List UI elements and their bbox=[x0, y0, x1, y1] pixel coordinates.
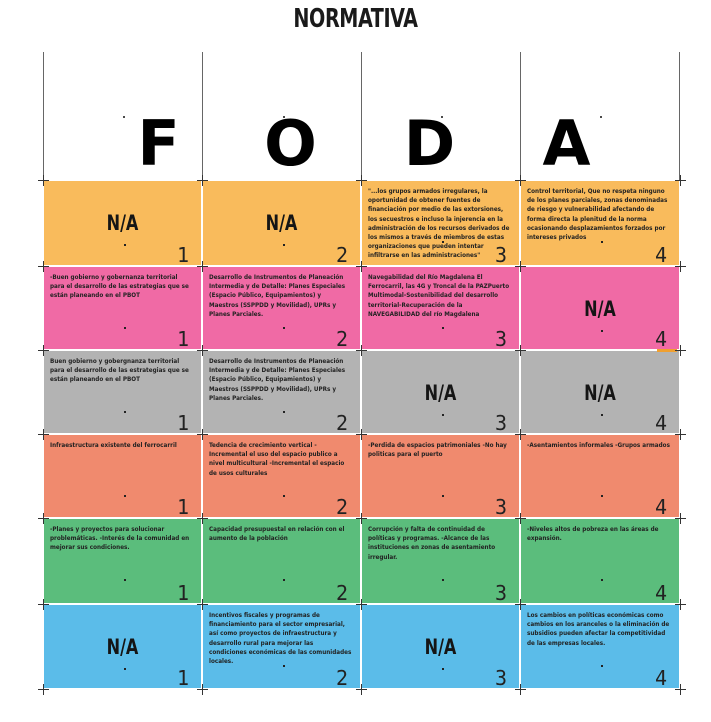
crosshair-marker bbox=[197, 599, 208, 610]
cell-text: Capacidad presupuestal en relación con el aumento de la población bbox=[209, 526, 345, 543]
crosshair-marker bbox=[515, 261, 526, 272]
marker-dot bbox=[601, 495, 603, 497]
cell-number: 3 bbox=[494, 327, 507, 350]
cell-r2-c1 bbox=[43, 266, 202, 350]
marker-dot bbox=[283, 665, 285, 667]
na-label: N/A bbox=[584, 297, 616, 321]
cell-text: Los cambios en políticas económicas como cambios en los aranceles o la eliminación de subsidios pueden afectar la competitividad de las empresas locales. bbox=[527, 612, 670, 647]
crosshair-marker bbox=[197, 684, 208, 695]
crosshair-marker bbox=[197, 175, 208, 186]
cell-text: -Planes y proyectos para solucionar problemáticas. -Interés de la comunidad en mejorar sus condiciones. bbox=[50, 526, 190, 552]
crosshair-marker bbox=[38, 345, 49, 356]
marker-dot bbox=[124, 327, 126, 329]
marker-dot bbox=[601, 579, 603, 581]
marker-dot bbox=[601, 241, 603, 243]
na-label: N/A bbox=[265, 211, 298, 235]
na-label: N/A bbox=[106, 635, 139, 659]
header-a: A bbox=[542, 107, 591, 180]
na-label: N/A bbox=[106, 211, 139, 235]
cell-r1-c2 bbox=[202, 180, 361, 266]
cell-number: 4 bbox=[654, 495, 667, 518]
crosshair-marker bbox=[356, 429, 367, 440]
crosshair-marker bbox=[356, 684, 367, 695]
cell-number: 1 bbox=[176, 581, 189, 604]
crosshair-marker bbox=[515, 684, 526, 695]
cell-number: 4 bbox=[654, 666, 667, 689]
accent-mark bbox=[657, 349, 677, 352]
crosshair-marker bbox=[197, 345, 208, 356]
crosshair-marker bbox=[356, 345, 367, 356]
marker-dot bbox=[442, 668, 444, 670]
cell-r6-c3 bbox=[361, 604, 520, 689]
crosshair-marker bbox=[675, 599, 686, 610]
crosshair-marker bbox=[356, 175, 367, 186]
cell-r4-c4 bbox=[520, 434, 680, 518]
marker-dot bbox=[124, 668, 126, 670]
cell-text: Tedencia de crecimiento vertical -Incremental el uso del espacio publico a nivel multicultural -Incremental el espacio de usos culturales bbox=[209, 442, 345, 477]
cell-r3-c1 bbox=[43, 350, 202, 434]
cell-text: -Buen gobierno y gobernanza territorial para el desarrollo de las estrategias que se están planeando en el PBOT bbox=[50, 274, 189, 300]
column-divider bbox=[679, 52, 680, 180]
cell-number: 1 bbox=[176, 495, 189, 518]
cell-r3-c3 bbox=[361, 350, 520, 434]
cell-text: -Asentamientos informales -Grupos armados bbox=[527, 442, 670, 449]
cell-r4-c2 bbox=[202, 434, 361, 518]
na-label: N/A bbox=[584, 381, 616, 405]
na-label: N/A bbox=[424, 381, 457, 405]
crosshair-marker bbox=[38, 175, 49, 186]
cell-number: 1 bbox=[176, 243, 189, 266]
cell-r5-c4 bbox=[520, 518, 680, 604]
crosshair-marker bbox=[197, 261, 208, 272]
cell-number: 1 bbox=[176, 411, 189, 434]
header-o: O bbox=[264, 107, 317, 180]
cell-r2-c3 bbox=[361, 266, 520, 350]
crosshair-marker bbox=[515, 345, 526, 356]
cell-r4-c1 bbox=[43, 434, 202, 518]
cell-text: Desarrollo de Instrumentos de Planeación Intermedia y de Detalle: Planes Especiales (Espacio Público, Equipamientos) y Maestros (SSPPDD y Movilidad), UPRs y Planes Parciales. bbox=[209, 358, 346, 402]
crosshair-marker bbox=[515, 513, 526, 524]
marker-dot bbox=[124, 579, 126, 581]
crosshair-marker bbox=[38, 684, 49, 695]
crosshair-marker bbox=[675, 175, 686, 186]
crosshair-marker bbox=[356, 261, 367, 272]
cell-number: 4 bbox=[654, 243, 667, 266]
header-f: F bbox=[137, 107, 180, 180]
cell-r3-c4 bbox=[520, 350, 680, 434]
cell-number: 3 bbox=[494, 411, 507, 434]
cell-number: 1 bbox=[176, 327, 189, 350]
cell-text: Desarrollo de Instrumentos de Planeación Intermedia y de Detalle: Planes Especiales (Espacio Público, Equipamientos) y Maestros (SSPPDD y Movilidad), UPRs y Planes Parciales. bbox=[209, 274, 346, 318]
cell-text: Control territorial, Que no respeta ninguno de los planes parciales, zonas denominadas de riesgo y vulnerabilidad afectando de forma directa la plenitud de la norma ocasionando desplazamientos forzados por intereses privados bbox=[527, 188, 668, 242]
cell-text: Buen gobierno y gobergnanza territorial para el desarrollo de las estrategias que se están planeando en el PBOT bbox=[50, 358, 189, 384]
cell-number: 2 bbox=[335, 411, 348, 434]
cell-number: 2 bbox=[335, 495, 348, 518]
cell-number: 3 bbox=[494, 495, 507, 518]
marker-dot bbox=[601, 665, 603, 667]
marker-dot bbox=[442, 241, 444, 243]
cell-text: -Niveles altos de pobreza en las áreas de expansión. bbox=[527, 526, 659, 543]
cell-r2-c2 bbox=[202, 266, 361, 350]
marker-dot bbox=[283, 244, 285, 246]
cell-number: 4 bbox=[654, 411, 667, 434]
marker-dot bbox=[442, 579, 444, 581]
marker-dot bbox=[601, 330, 603, 332]
cell-text: "...los grupos armados irregulares, la oportunidad de obtener fuentes de financiación por medio de las extorsiones, los secuestros e incluso la injerencia en la administración de los recursos derivados de los mismos a través de miembros de estas organizaciones que pueden intentar infiltrarse en las administraciones" bbox=[368, 188, 510, 260]
header-d: D bbox=[403, 107, 456, 180]
cell-number: 4 bbox=[654, 581, 667, 604]
cell-r4-c3 bbox=[361, 434, 520, 518]
marker-dot bbox=[124, 411, 126, 413]
crosshair-marker bbox=[675, 429, 686, 440]
cell-r1-c1 bbox=[43, 180, 202, 266]
cell-r3-c2 bbox=[202, 350, 361, 434]
crosshair-marker bbox=[38, 513, 49, 524]
marker-dot bbox=[442, 495, 444, 497]
crosshair-marker bbox=[675, 684, 686, 695]
cell-number: 4 bbox=[654, 327, 667, 350]
cell-r5-c3 bbox=[361, 518, 520, 604]
marker-dot bbox=[442, 414, 444, 416]
cell-number: 2 bbox=[335, 581, 348, 604]
cell-r6-c2 bbox=[202, 604, 361, 689]
cell-r5-c1 bbox=[43, 518, 202, 604]
cell-number: 3 bbox=[494, 581, 507, 604]
crosshair-marker bbox=[38, 261, 49, 272]
column-divider bbox=[43, 52, 44, 180]
marker-dot bbox=[283, 495, 285, 497]
cell-text: Navegabilidad del Río Magdalena El Ferrocarril, las 4G y Troncal de la PAZPuerto Multimodal-Sostenibilidad del desarrollo territorial-Recuperación de la NAVEGABILIDAD del río Magdalena bbox=[368, 274, 510, 318]
cell-r6-c4 bbox=[520, 604, 680, 689]
cell-r6-c1 bbox=[43, 604, 202, 689]
cell-text: Infraestructura existente del ferrocarril bbox=[50, 442, 177, 449]
crosshair-marker bbox=[515, 429, 526, 440]
cell-text: Corrupción y falta de continuidad de políticas y programas. -Alcance de las instituciones en zonas de asentamiento irregular. bbox=[368, 526, 496, 561]
cell-number: 3 bbox=[494, 666, 507, 689]
crosshair-marker bbox=[197, 429, 208, 440]
marker-dot bbox=[124, 244, 126, 246]
marker-dot bbox=[283, 411, 285, 413]
crosshair-marker bbox=[675, 513, 686, 524]
crosshair-marker bbox=[38, 429, 49, 440]
cell-number: 1 bbox=[176, 666, 189, 689]
cell-number: 3 bbox=[494, 243, 507, 266]
marker-dot bbox=[124, 495, 126, 497]
crosshair-marker bbox=[515, 599, 526, 610]
cell-r1-c4 bbox=[520, 180, 680, 266]
crosshair-marker bbox=[675, 261, 686, 272]
cell-r5-c2 bbox=[202, 518, 361, 604]
crosshair-marker bbox=[356, 599, 367, 610]
crosshair-marker bbox=[197, 513, 208, 524]
crosshair-marker bbox=[38, 599, 49, 610]
na-label: N/A bbox=[424, 635, 457, 659]
marker-dot bbox=[442, 327, 444, 329]
cell-text: Incentivos fiscales y programas de financiamiento para el sector empresarial, así como proyectos de infraestructura y desarrollo rural para mejorar las condiciones económicas de las comunidades locales. bbox=[209, 612, 352, 666]
crosshair-marker bbox=[675, 345, 686, 356]
page-title: NORMATIVA bbox=[293, 4, 418, 34]
cell-number: 2 bbox=[335, 243, 348, 266]
marker-dot bbox=[601, 414, 603, 416]
cell-number: 2 bbox=[335, 666, 348, 689]
cell-number: 2 bbox=[335, 327, 348, 350]
crosshair-marker bbox=[356, 513, 367, 524]
cell-r1-c3 bbox=[361, 180, 520, 266]
marker-dot bbox=[283, 327, 285, 329]
cell-r2-c4 bbox=[520, 266, 680, 350]
crosshair-marker bbox=[515, 175, 526, 186]
marker-dot bbox=[283, 579, 285, 581]
cell-text: -Perdida de espacios patrimoniales -No hay politicas para el puerto bbox=[368, 442, 507, 459]
